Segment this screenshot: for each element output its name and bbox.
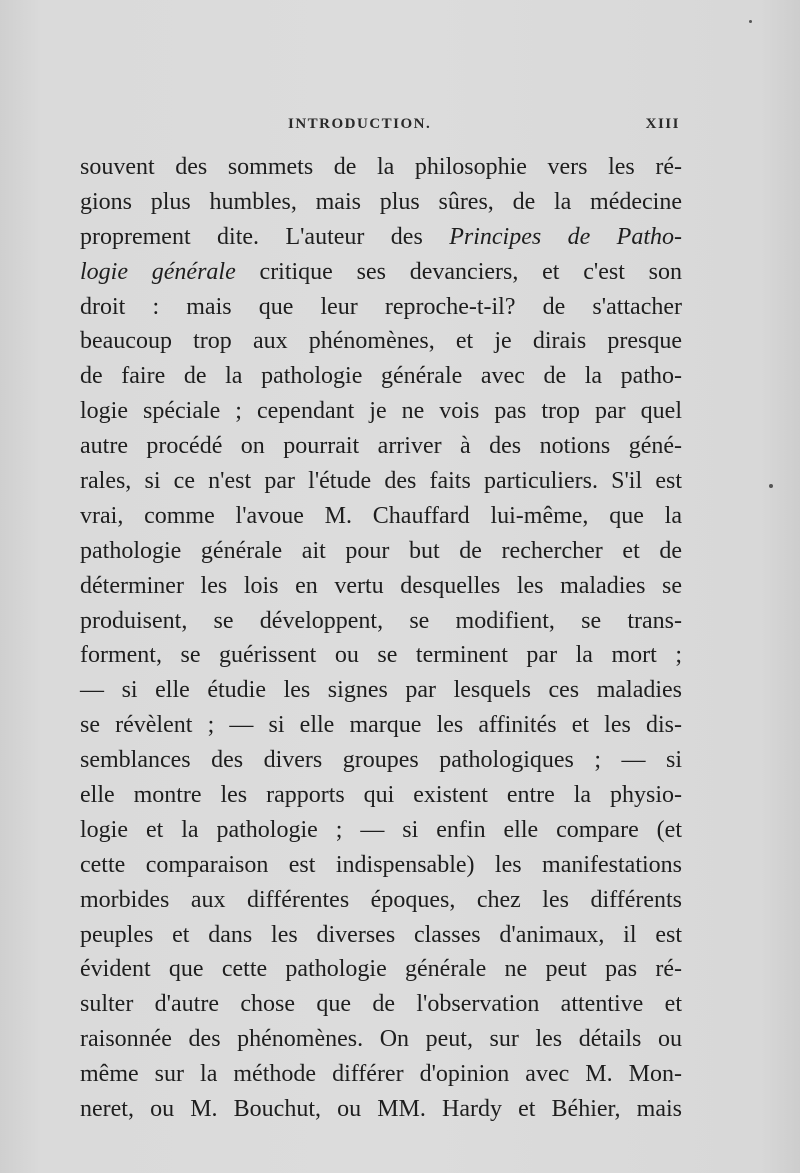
text-line-8: logie spéciale ; cependant je ne vois pas trop par quel	[80, 398, 682, 425]
text-line-18: semblances des divers groupes pathologiques ; — si	[80, 747, 682, 774]
text-line-2: gions plus humbles, mais plus sûres, de la médecine	[80, 188, 682, 215]
text-line-14: produisent, se développent, se modifient, se trans-	[80, 607, 682, 634]
text-line-23: peuples et dans les diverses classes d'animaux, il est	[80, 921, 682, 948]
text-line-12: pathologie générale ait pour but de rechercher et de	[80, 537, 682, 564]
paper-speck	[769, 484, 773, 488]
book-title-part-2: logie générale	[80, 258, 236, 285]
text-line-15: forment, se guérissent ou se terminent par la mort ;	[80, 642, 682, 669]
text-line-17: se révèlent ; — si elle marque les affinités et les dis-	[80, 712, 682, 739]
text-line-28: neret, ou M. Bouchut, ou MM. Hardy et Béhier, mais	[80, 1096, 682, 1123]
text-line-24: évident que cette pathologie générale ne peut pas ré-	[80, 956, 682, 983]
paper-speck	[749, 20, 752, 23]
text-line-3-start: proprement dite. L'auteur des	[80, 223, 450, 250]
book-title-part-1: Principes de Patho-	[449, 223, 682, 250]
running-title: INTRODUCTION.	[288, 116, 432, 132]
text-line-1: souvent des sommets de la philosophie vers les ré-	[80, 154, 682, 180]
page-number: XIII	[645, 116, 680, 132]
text-line-11: vrai, comme l'avoue M. Chauffard lui-même, que la	[80, 502, 682, 529]
text-line-10: rales, si ce n'est par l'étude des faits particuliers. S'il est	[80, 468, 682, 495]
text-line-20: logie et la pathologie ; — si enfin elle compare (et	[80, 816, 682, 843]
text-line-22: morbides aux différentes époques, chez les différents	[80, 886, 682, 913]
text-line-7: de faire de la pathologie générale avec de la patho-	[80, 363, 682, 390]
text-line-21: cette comparaison est indispensable) les manifestations	[80, 851, 682, 878]
text-line-6: beaucoup trop aux phénomènes, et je dirais presque	[80, 328, 682, 355]
text-line-5: droit : mais que leur reproche-t-il? de s'attacher	[80, 293, 682, 320]
text-line-13: déterminer les lois en vertu desquelles les maladies se	[80, 572, 682, 599]
text-line-25: sulter d'autre chose que de l'observation attentive et	[80, 991, 682, 1018]
text-line-27: même sur la méthode différer d'opinion avec M. Mon-	[80, 1061, 682, 1088]
text-line-16: — si elle étudie les signes par lesquels ces maladies	[80, 677, 682, 704]
text-line-4	[80, 255, 682, 290]
text-line-26: raisonnée des phénomènes. On peut, sur les détails ou	[80, 1026, 682, 1053]
text-line-4-rest: critique ses devanciers, et c'est son	[235, 258, 683, 285]
running-head	[80, 116, 680, 140]
body-text	[80, 150, 682, 1127]
text-line-19: elle montre les rapports qui existent entre la physio-	[80, 782, 682, 809]
text-line-3	[80, 220, 682, 255]
text-line-9: autre procédé on pourrait arriver à des notions géné-	[80, 433, 682, 460]
